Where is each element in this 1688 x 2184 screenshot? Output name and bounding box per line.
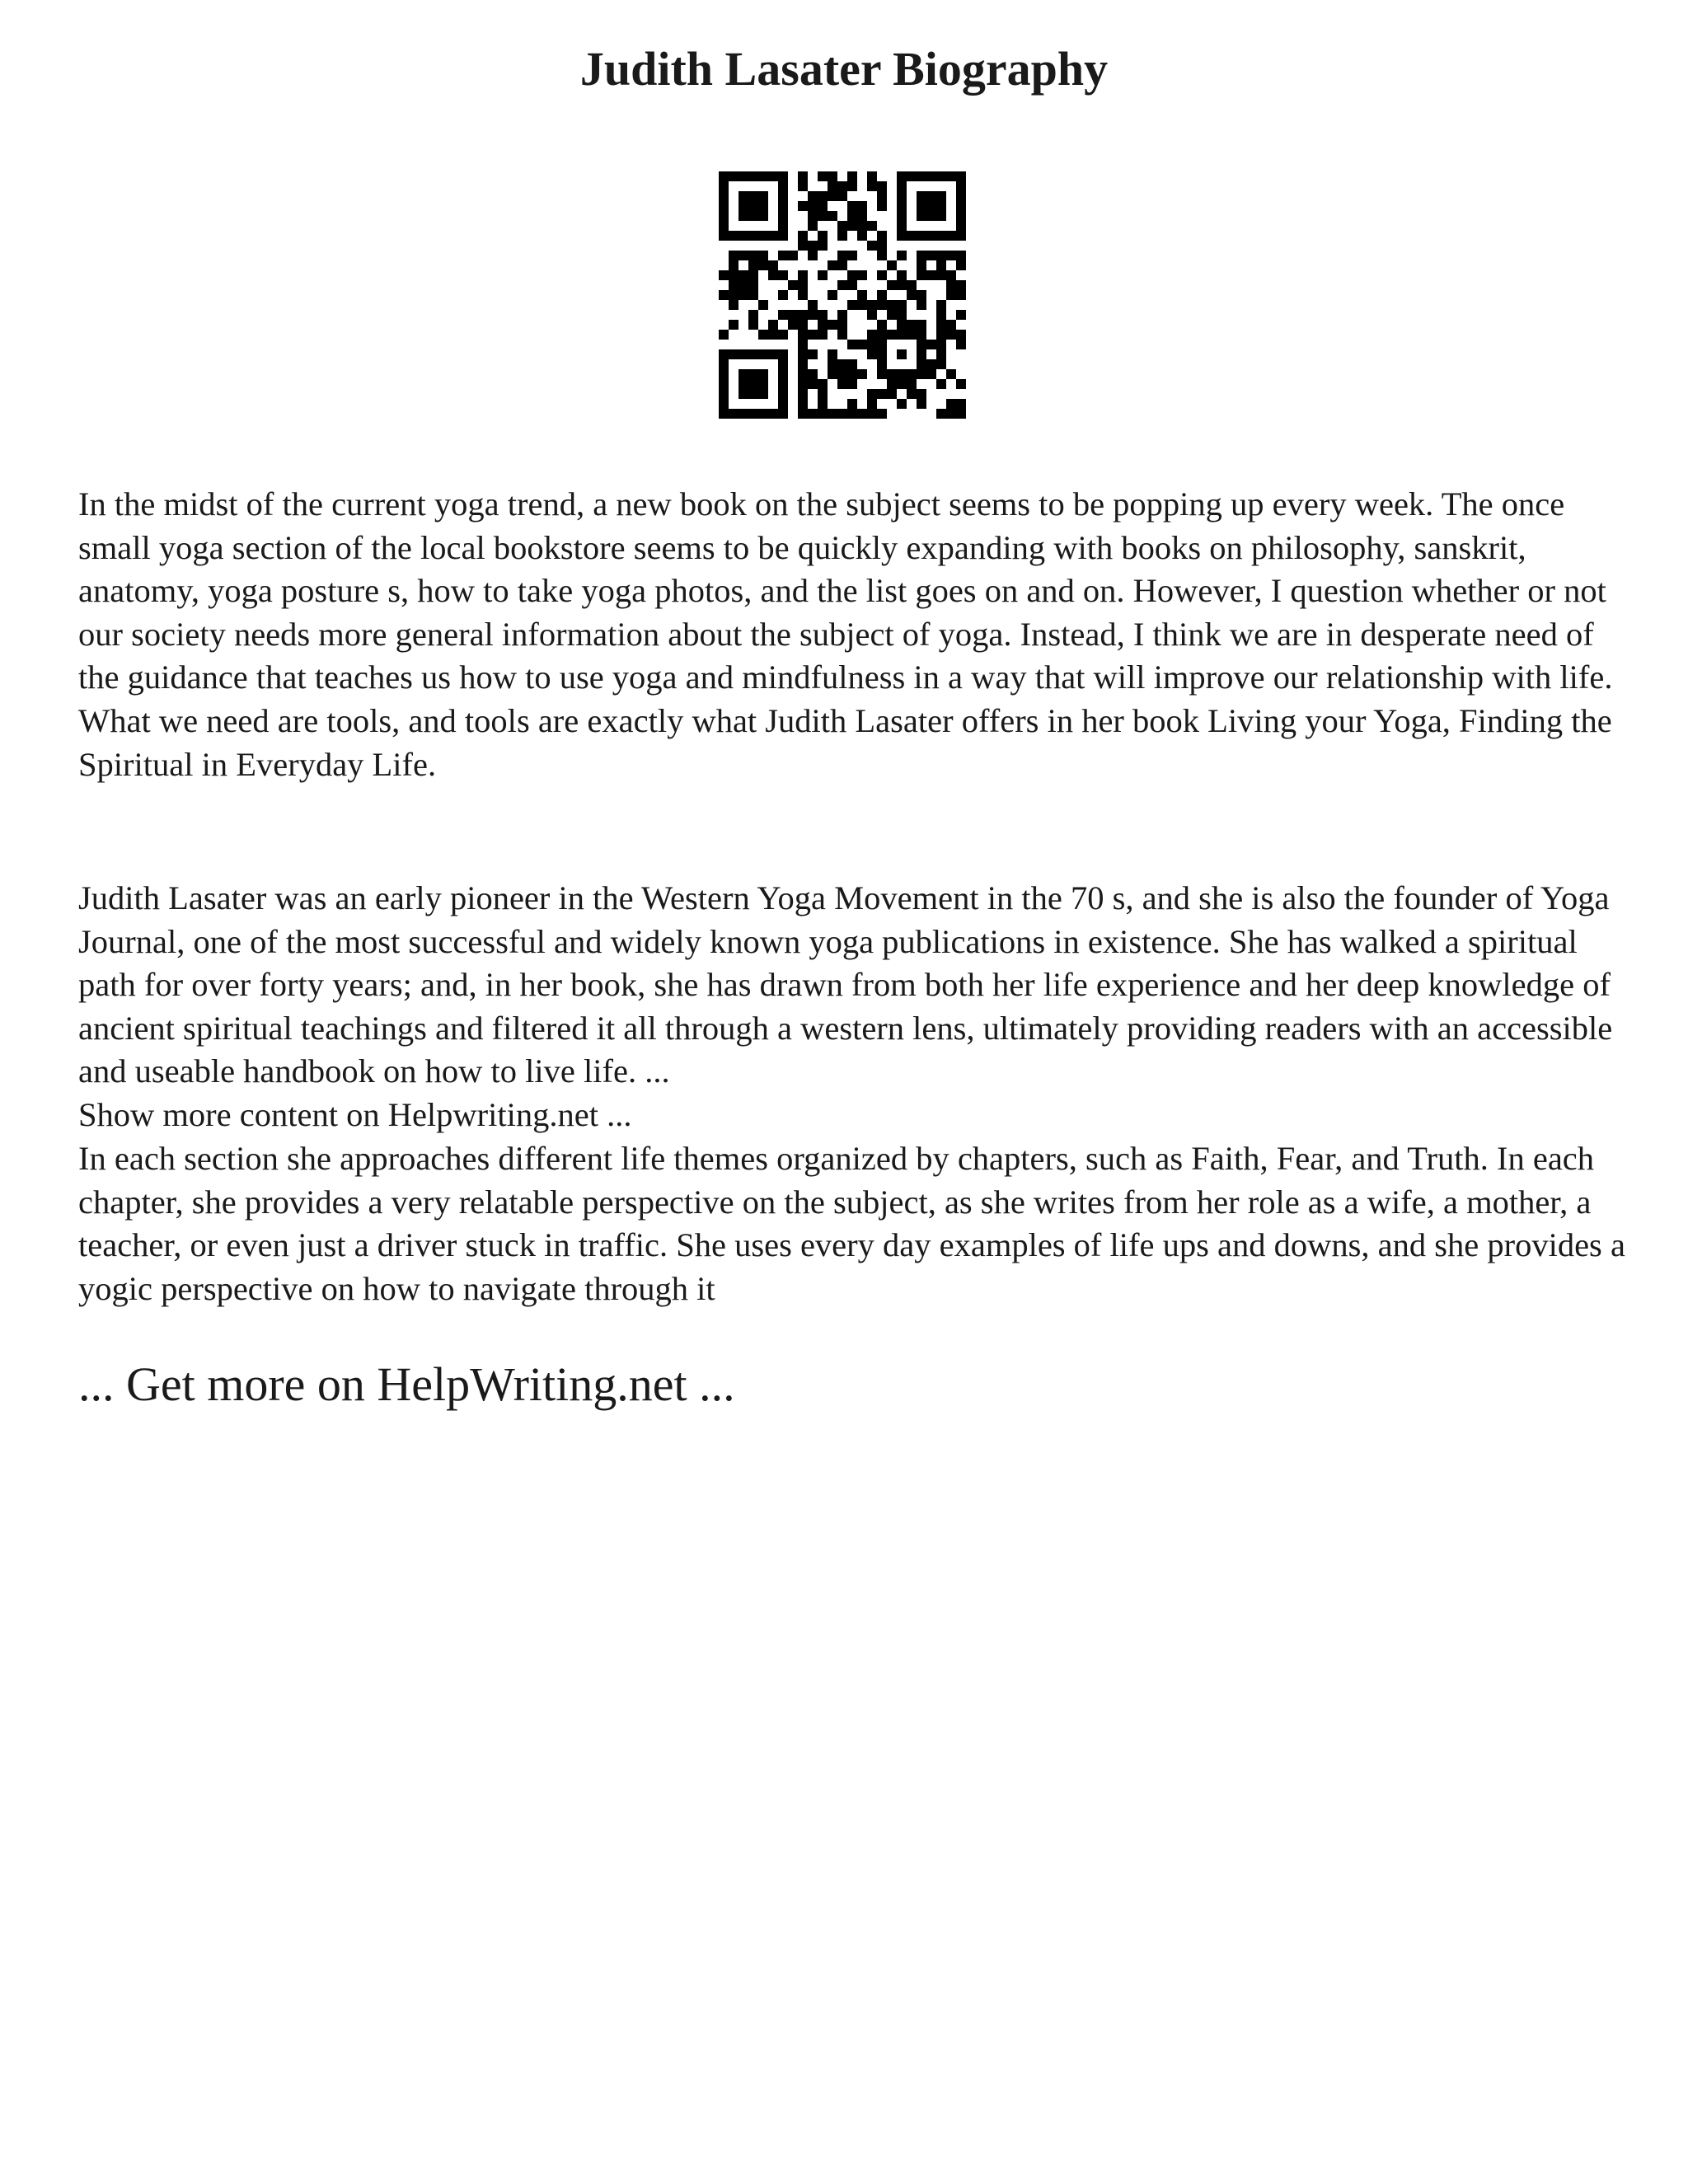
document-title: Judith Lasater Biography [579, 42, 1109, 96]
paragraph-book-sections: In each section she approaches different life themes organized by chapters, such as Faith, Fear, and Truth. In each chapter, she provides a very relatable perspective on the subject, as she writes from her role as a wife, a mother, a teacher, or even just a driver stuck in traffic. She uses every day examples of life ups and downs, and she provides a yogic perspective on how to navigate through it [78, 1140, 1625, 1307]
qr-code-icon [719, 171, 966, 419]
show-more-link[interactable]: Show more content on Helpwriting.net ... [78, 1095, 632, 1133]
paragraph-intro: In the midst of the current yoga trend, a new book on the subject seems to be popping up every week. The once small yoga section of the local bookstore seems to be quickly expanding with books on philosophy, sanskrit, anatomy, yoga posture s, how to take yoga photos, and the list goes on and on. However, I question whether or not our society needs more general information about the subject of yoga. Instead, I think we are in desperate need of the guidance that teaches us how to use yoga and mindfulness in a way that will improve our relationship with life. What we need are tools, and tools are exactly what Judith Lasater offers in her book Living your Yoga, Finding the Spiritual in Everyday Life. [78, 485, 1613, 783]
get-more-link[interactable]: ... Get more on HelpWriting.net ... [78, 1357, 735, 1411]
paragraph-about-author [78, 877, 1628, 1137]
paragraph-about-author-text: Judith Lasater was an early pioneer in the Western Yoga Movement in the 70 s, and she is also the founder of Yoga Journal, one of the most successful and widely known yoga publications in existence. She has walked a spiritual path for over forty years; and, in her book, she has drawn from both her life experience and her deep knowledge of ancient spiritual teachings and filtered it all through a western lens, ultimately providing readers with an accessible and useable handbook on how to live life. ... [78, 879, 1613, 1090]
